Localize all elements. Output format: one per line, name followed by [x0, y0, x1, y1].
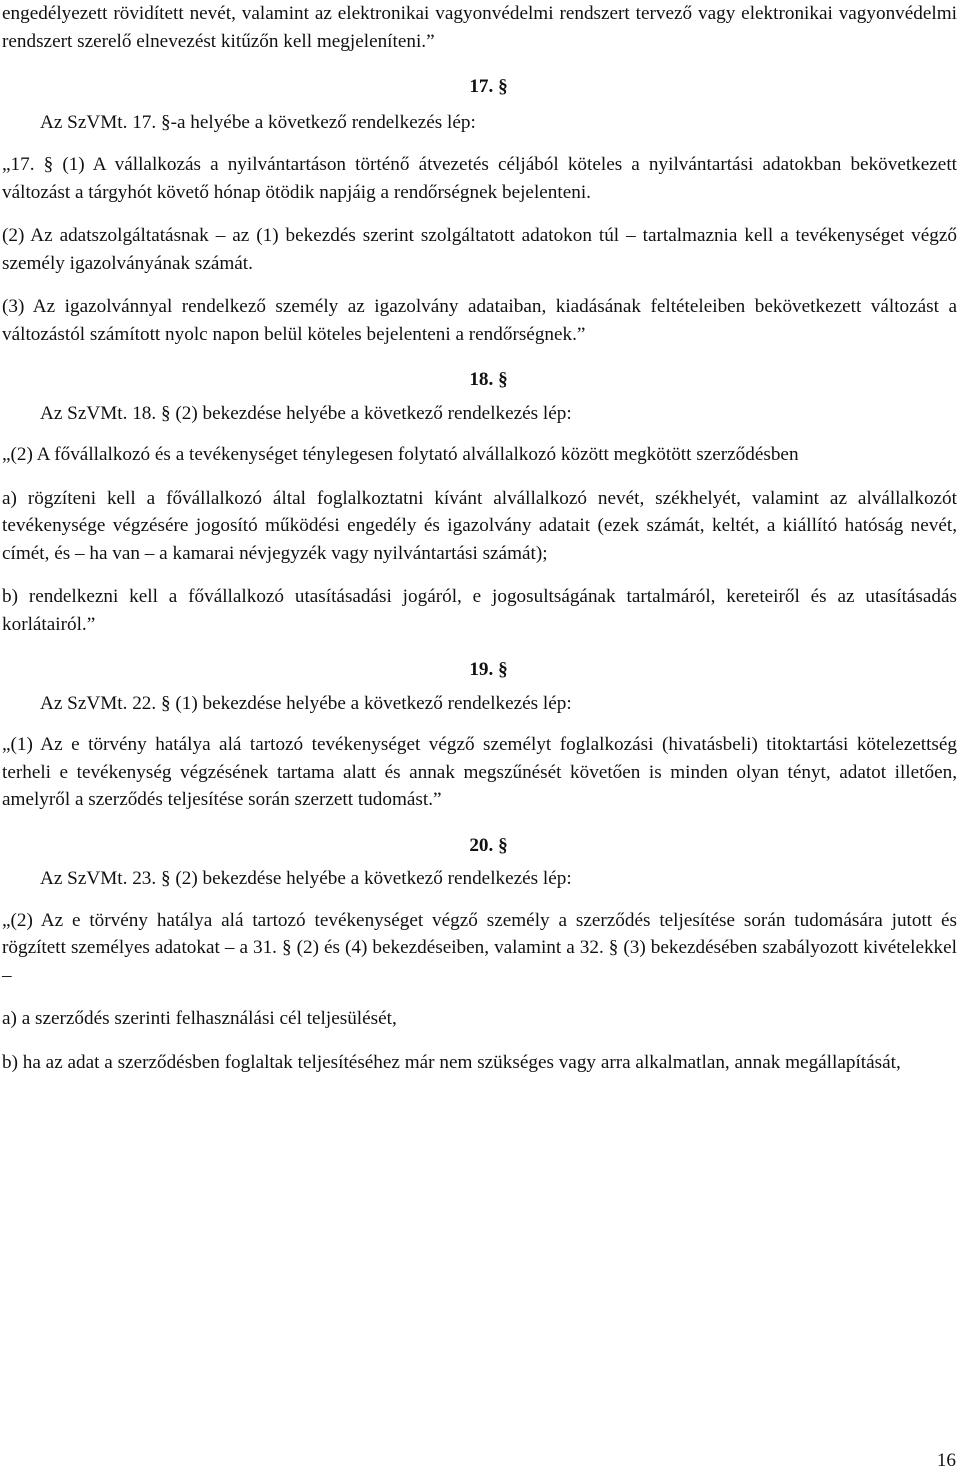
document-page — [2, 0, 957, 1076]
paragraph-18-2: „(2) A fővállalkozó és a tevékenységet ténylegesen folytató alvállalkozó között megkötött szerződésben — [2, 444, 799, 465]
paragraph-18-a: a) rögzíteni kell a fővállalkozó által foglalkoztatni kívánt alvállalkozó nevét, székhelyét, valamint az alvállalkozót tevékenysége végzésére jogosító működési engedély és igazolvány adatait (ezek számát, keltét, a kiállító hatóság nevét, címét, és – ha van – a kamarai névjegyzék vagy nyilvántartási számát); — [2, 487, 957, 564]
paragraph-17-1: „17. § (1) A vállalkozás a nyilvántartáson történő átvezetés céljából köteles a nyilvántartási adatokban bekövetkezett változást a tárgyhót követő hónap ötödik napjáig a rendőrségnek bejelenteni. — [2, 154, 957, 203]
paragraph-18-b: b) rendelkezni kell a fővállalkozó utasításadási jogáról, e jogosultságának tartalmáról, kereteiről és az utasításadás korlátairól.” — [2, 586, 957, 635]
paragraph-19-1: „(1) Az e törvény hatálya alá tartozó tevékenységet végző személyt foglalkozási (hivatásbeli) titoktartási kötelezettség terheli e tevékenység végzésének tartama alatt és annak megszűnését követően is minden olyan tényt, adatot illetően, amelyről a szerződés teljesítése során szerzett tudomást.” — [2, 734, 957, 810]
amendment-intro-19: Az SzVMt. 22. § (1) bekezdése helyébe a következő rendelkezés lép: — [40, 692, 572, 714]
page-number: 16 — [936, 1450, 956, 1471]
paragraph-17-3: (3) Az igazolvánnyal rendelkező személy az igazolvány adataiban, kiadásának feltételeiben bekövetkezett változást a változástól számított nyolc napon belül köteles bejelenteni a rendőrségnek.” — [2, 296, 957, 345]
amendment-intro-20: Az SzVMt. 23. § (2) bekezdése helyébe a következő rendelkezés lép: — [40, 868, 572, 889]
section-heading-19: 19. § — [469, 659, 508, 680]
section-heading-20: 20. § — [469, 834, 508, 856]
amendment-intro-17: Az SzVMt. 17. §-a helyébe a következő rendelkezés lép: — [40, 111, 476, 133]
paragraph-17-2: (2) Az adatszolgáltatásnak – az (1) bekezdés szerint szolgáltatott adatokon túl – tartalmaznia kell a tevékenységet végző személy igazolványának számát. — [2, 225, 957, 274]
section-heading-17: 17. § — [469, 76, 508, 97]
paragraph-continuation: engedélyezett rövidített nevét, valamint az elektronikai vagyonvédelmi rendszert tervező vagy elektronikai vagyonvédelmi rendszert szerelő elnevezést kitűzőn kell megjeleníteni.” — [2, 3, 957, 52]
paragraph-20-2: „(2) Az e törvény hatálya alá tartozó tevékenységet végző személy a szerződés teljesítése során tudomására jutott és rögzített személyes adatokat – a 31. § (2) és (4) bekezdéseiben, valamint a 32. § (3) bekezdésében szabályozott kivételekkel – — [2, 909, 957, 986]
paragraph-20-b: b) ha az adat a szerződésben foglaltak teljesítéséhez már nem szükséges vagy arra alkalmatlan, annak megállapítását, — [2, 1051, 901, 1073]
amendment-intro-18: Az SzVMt. 18. § (2) bekezdése helyébe a következő rendelkezés lép: — [40, 402, 572, 424]
section-heading-18: 18. § — [469, 369, 508, 390]
paragraph-20-a: a) a szerződés szerinti felhasználási cél teljesülését, — [2, 1008, 397, 1029]
